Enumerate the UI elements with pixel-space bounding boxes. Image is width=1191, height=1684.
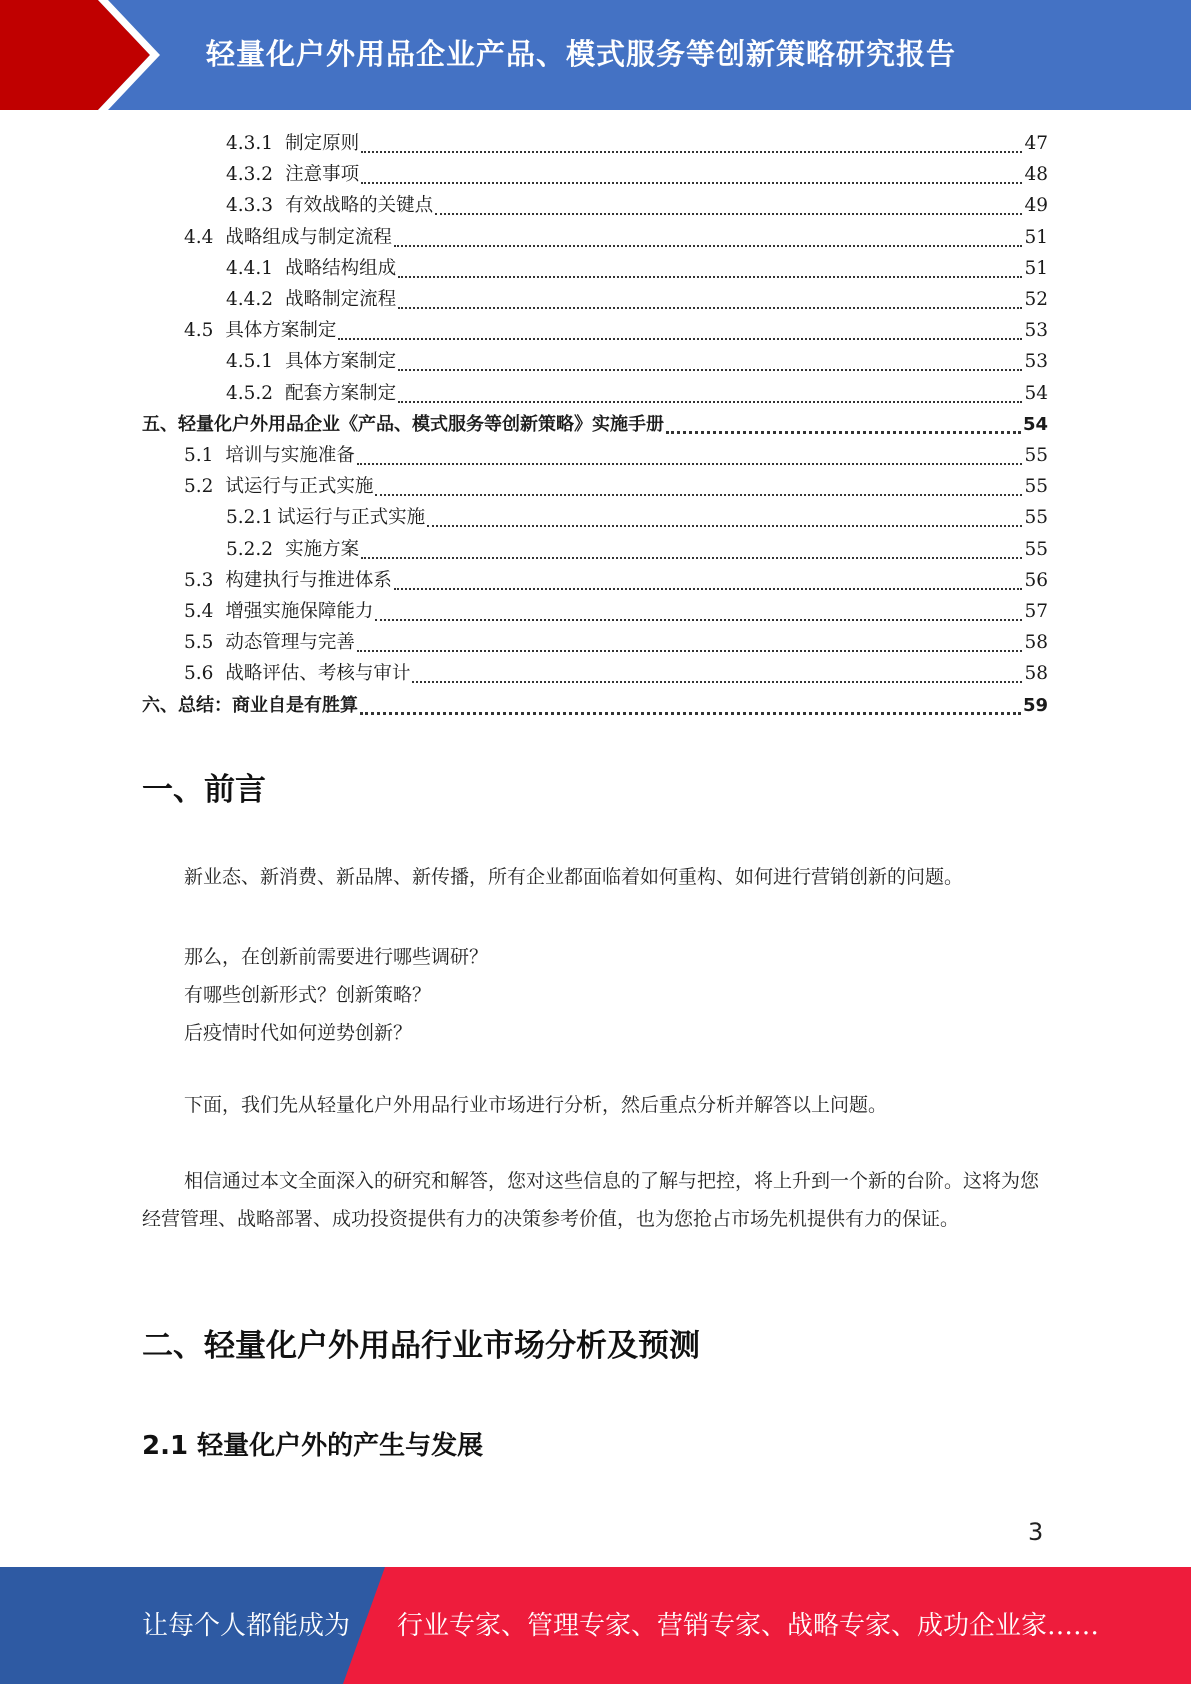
toc-entry[interactable] <box>226 253 1048 284</box>
toc-entry-page: 51 <box>1024 257 1048 279</box>
toc-leader-dots <box>394 587 1023 590</box>
toc-entry-title: 培训与实施准备 <box>225 445 355 466</box>
toc-entry-title: 轻量化户外用品企业《产品、模式服务等创新策略》实施手册 <box>178 413 664 435</box>
toc-entry-number: 5.2.2 <box>226 538 274 560</box>
toc-leader-dots <box>435 212 1022 215</box>
toc-leader-dots <box>357 649 1023 652</box>
toc-entry[interactable] <box>226 128 1048 159</box>
preface-question-1: 那么，在创新前需要进行哪些调研？ <box>184 946 489 968</box>
preface-paragraph-1: 新业态、新消费、新品牌、新传播，所有企业都面临着如何重构、如何进行营销创新的问题。 <box>184 866 964 888</box>
toc-entry-page: 54 <box>1024 382 1048 404</box>
toc-entry-number: 4.3.2 <box>226 164 274 186</box>
footer-slogan-right: 行业专家、管理专家、营销专家、战略专家、成功企业家…… <box>397 1611 1100 1641</box>
toc-entry[interactable] <box>142 690 1048 721</box>
toc-leader-dots <box>427 524 1022 527</box>
toc-entry-number: 4.4.1 <box>226 257 274 279</box>
section-heading-market-analysis: 二、轻量化户外用品行业市场分析及预测 <box>142 1328 700 1364</box>
toc-leader-dots <box>361 181 1022 184</box>
toc-entry-page: 48 <box>1024 164 1048 186</box>
toc-entry[interactable] <box>184 565 1048 596</box>
toc-entry-page: 51 <box>1024 226 1048 248</box>
toc-entry[interactable] <box>184 658 1048 689</box>
toc-entry[interactable] <box>184 627 1048 658</box>
toc-entry-page: 49 <box>1024 195 1048 217</box>
toc-entry-title: 增强实施保障能力 <box>225 601 374 622</box>
toc-entry-page: 55 <box>1024 538 1048 560</box>
toc-leader-dots <box>338 337 1022 340</box>
toc-entry-title: 战略评估、考核与审计 <box>225 663 411 685</box>
toc-entry-number: 六、 <box>142 694 178 716</box>
toc-entry[interactable] <box>226 284 1048 315</box>
toc-entry-number: 5.4 <box>184 601 214 622</box>
toc-entry[interactable] <box>226 159 1048 190</box>
toc-entry-number: 4.5 <box>184 320 214 342</box>
toc-entry-number: 4.3.3 <box>226 195 274 217</box>
preface-question-2: 有哪些创新形式？创新策略？ <box>184 984 432 1006</box>
page-number: 3 <box>1028 1518 1044 1546</box>
toc-entry-number: 5.1 <box>184 445 214 466</box>
toc-entry[interactable] <box>184 222 1048 253</box>
toc-leader-dots <box>375 618 1022 621</box>
toc-entry-title: 总结：商业自是有胜算 <box>178 694 358 716</box>
toc-leader-dots <box>398 400 1022 403</box>
toc-entry-page: 55 <box>1024 507 1048 529</box>
section-heading-preface: 一、前言 <box>142 772 266 808</box>
toc-entry[interactable] <box>184 315 1048 346</box>
toc-entry-number: 4.4 <box>184 226 214 248</box>
toc-entry-title: 制定原则 <box>285 133 360 154</box>
toc-leader-dots <box>398 306 1022 309</box>
toc-entry-number: 4.3.1 <box>226 133 274 154</box>
toc-entry-number: 5.2.1 <box>226 507 274 529</box>
toc-entry-page: 52 <box>1024 289 1048 310</box>
toc-entry-number: 4.5.2 <box>226 382 274 404</box>
preface-paragraph-2: 下面，我们先从轻量化户外用品行业市场进行分析，然后重点分析并解答以上问题。 <box>184 1094 888 1116</box>
toc-leader-dots <box>412 680 1022 683</box>
toc-entry-page: 56 <box>1024 569 1048 591</box>
toc-entry-number: 5.2 <box>184 476 214 498</box>
toc-entry[interactable] <box>226 534 1048 565</box>
footer-slogan-left: 让每个人都能成为 <box>142 1611 351 1641</box>
toc-entry-page: 53 <box>1024 351 1048 373</box>
toc-leader-dots <box>394 244 1023 247</box>
toc-entry-title: 实施方案 <box>285 538 360 560</box>
toc-entry-title: 试运行与正式实施 <box>225 476 374 498</box>
toc-entry-title: 有效战略的关键点 <box>285 195 434 217</box>
toc-entry-number: 4.5.1 <box>226 351 274 373</box>
page-footer <box>0 1567 1191 1684</box>
toc-entry[interactable] <box>226 190 1048 221</box>
toc-entry-title: 配套方案制定 <box>285 382 397 404</box>
toc-leader-dots <box>361 150 1022 153</box>
toc-entry[interactable] <box>226 346 1048 377</box>
toc-entry-number: 5.3 <box>184 569 214 591</box>
toc-entry-title: 试运行与正式实施 <box>277 507 426 529</box>
toc-entry-title: 构建执行与推进体系 <box>225 569 392 591</box>
toc-entry[interactable] <box>142 409 1048 440</box>
toc-entry-title: 具体方案制定 <box>285 351 397 373</box>
toc-entry-title: 动态管理与完善 <box>225 632 355 654</box>
header-title: 轻量化户外用品企业产品、模式服务等创新策略研究报告 <box>206 37 957 71</box>
toc-leader-dots <box>398 275 1022 278</box>
toc-entry-page: 58 <box>1024 632 1048 654</box>
preface-paragraph-3: 相信通过本文全面深入的研究和解答，您对这些信息的了解与把控，将上升到一个新的台阶。这将为您经营管理、战略部署、成功投资提供有力的决策参考价值，也为您抢占市场先机提供有力的保证。 <box>142 1170 1040 1230</box>
toc-leader-dots <box>666 430 1021 434</box>
toc-entry-number: 5.6 <box>184 663 214 685</box>
toc-entry-page: 47 <box>1024 133 1048 154</box>
toc-entry-title: 战略结构组成 <box>285 257 397 279</box>
toc-entry-page: 54 <box>1022 413 1048 435</box>
toc-leader-dots <box>375 493 1022 496</box>
toc-entry[interactable] <box>184 440 1048 471</box>
toc-leader-dots <box>361 556 1022 559</box>
toc-entry-page: 55 <box>1024 445 1048 466</box>
toc-leader-dots <box>398 368 1022 371</box>
toc-entry-number: 4.4.2 <box>226 289 274 310</box>
subsection-heading-2-1: 2.1 轻量化户外的产生与发展 <box>142 1431 484 1461</box>
toc-entry-title: 具体方案制定 <box>225 320 337 342</box>
toc-entry-number: 五、 <box>142 413 178 435</box>
toc-entry[interactable] <box>184 471 1048 502</box>
toc-leader-dots <box>360 711 1021 715</box>
toc-entry-page: 59 <box>1022 694 1048 716</box>
toc-entry-page: 57 <box>1024 601 1048 622</box>
toc-entry[interactable] <box>226 502 1048 533</box>
toc-entry-number: 5.5 <box>184 632 214 654</box>
toc-entry-title: 注意事项 <box>285 164 360 186</box>
toc-entry-title: 战略制定流程 <box>285 289 397 310</box>
page-header <box>0 0 1191 110</box>
toc-entry-page: 53 <box>1024 320 1048 342</box>
toc-leader-dots <box>357 462 1023 465</box>
preface-question-3: 后疫情时代如何逆势创新？ <box>184 1022 413 1044</box>
toc-entry-title: 战略组成与制定流程 <box>225 226 392 248</box>
toc-entry-page: 58 <box>1024 663 1048 685</box>
toc-entry-page: 55 <box>1024 476 1048 498</box>
toc-entry[interactable] <box>184 596 1048 627</box>
toc-entry[interactable] <box>226 378 1048 409</box>
